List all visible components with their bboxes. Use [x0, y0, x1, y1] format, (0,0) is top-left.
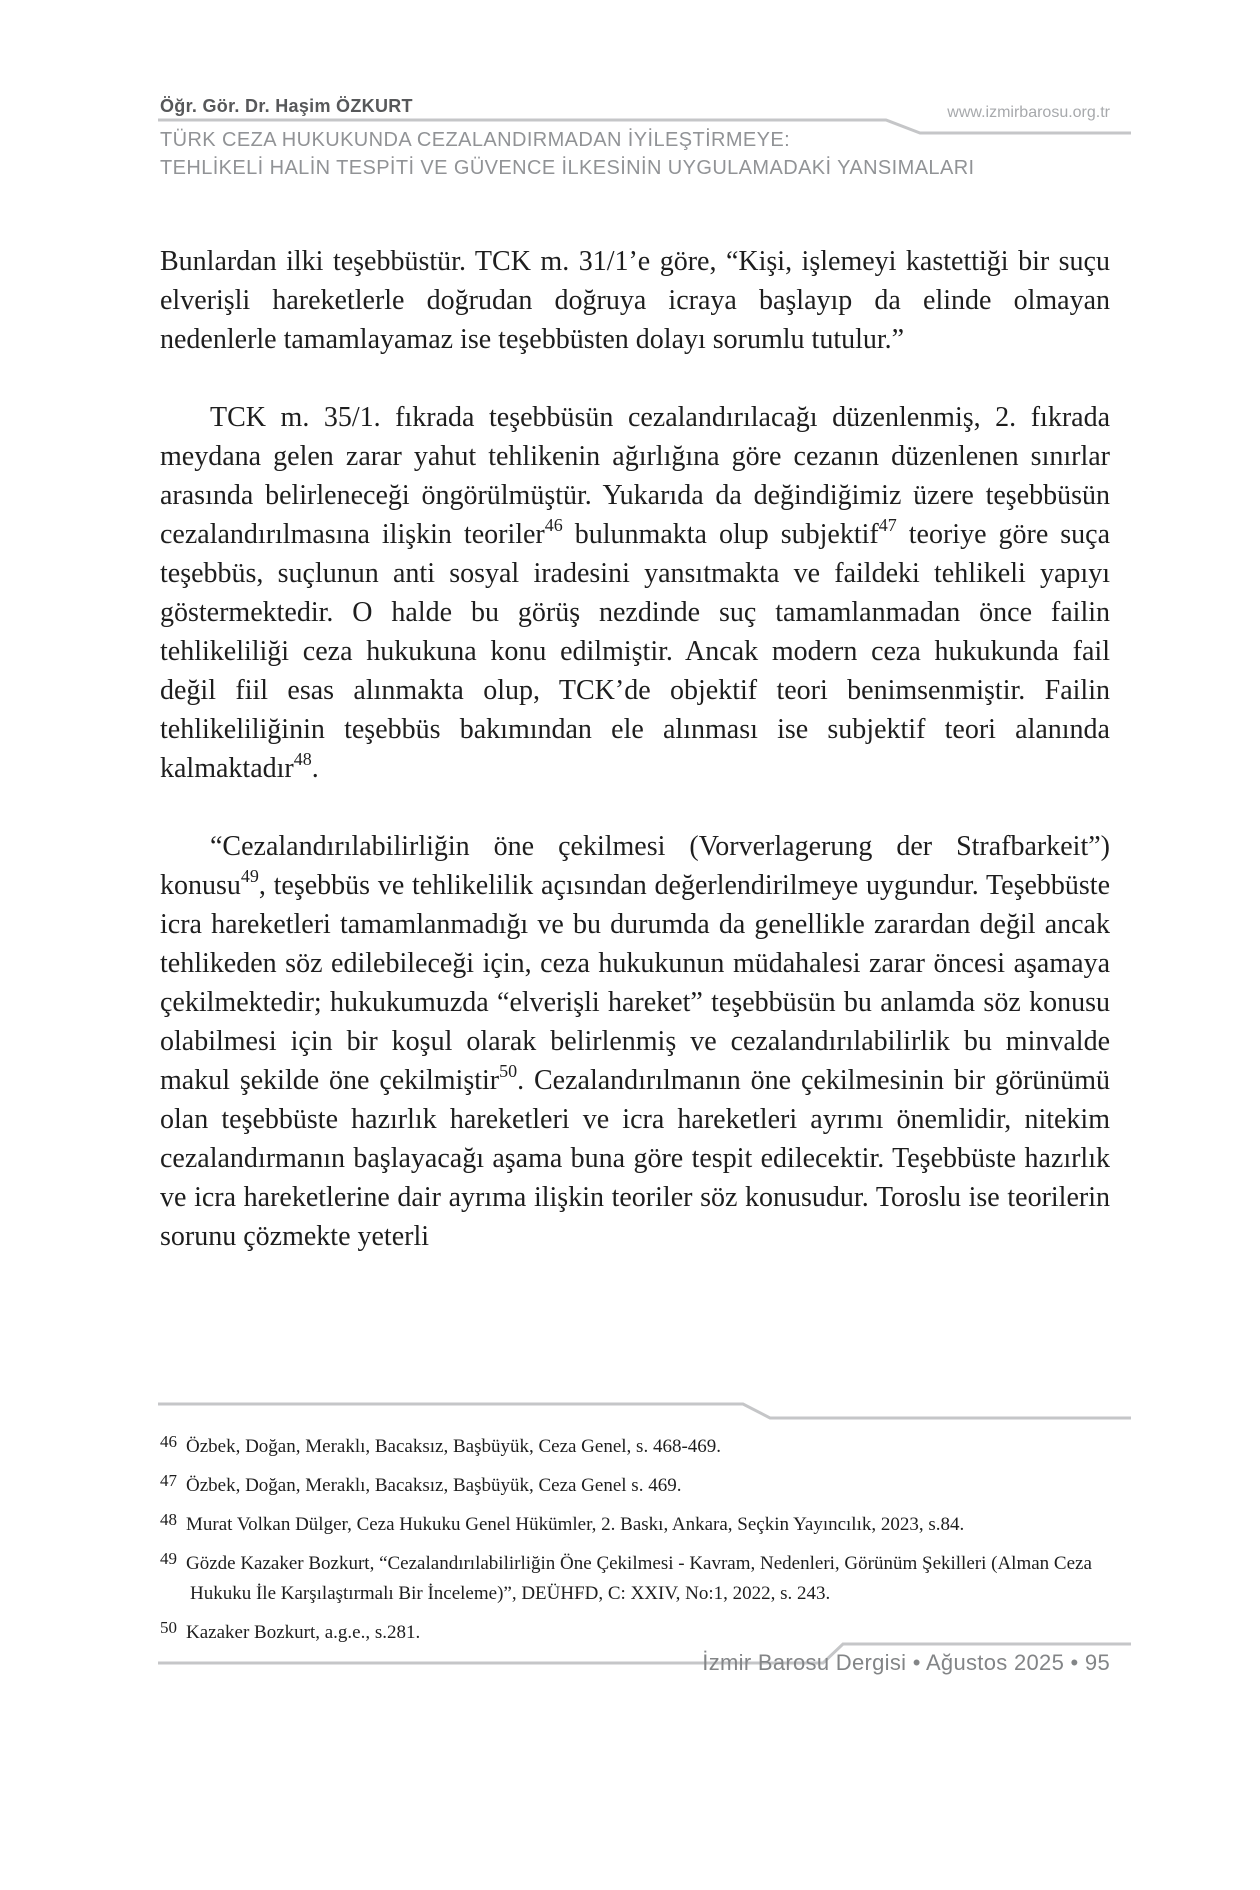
paragraph: TCK m. 35/1. fıkrada teşebbüsün cezalandırılacağı düzenlenmiş, 2. fıkrada meydana gelen zarar yahut tehlikenin ağırlığına göre cezanın düzenlenen sınırlar arasında belirleneceği öngörülmüştür. Yukarıda da değindiğimiz üzere teşebbüsün cezalandırılmasına ilişkin teoriler$^{46}$ bulunmakta olup subjektif$^{47}$ teoriye göre suça teşebbüs, suçlunun anti sosyal iradesini yansıtmakta ve faildeki tehlikeli yapıyı göstermektedir. O halde bu görüş nezdinde suç tamamlanmadan önce failin tehlikeliliği ceza hukukuna konu edilmiştir. Ancak modern ceza hukukunda fail değil fiil esas alınmakta olup, TCK’de objektif teori benimsenmiştir. Failin tehlikeliliğinin teşebbüs bakımından ele alınması ise subjektif teori alanında kalmaktadır$^{48}$. [160, 402, 1111, 784]
footnote-ref: 50 [499, 1060, 518, 1081]
footnote [160, 1432, 1110, 1462]
body-paragraphs [160, 242, 1110, 1295]
footnote [160, 1471, 1110, 1501]
footnote-number: 49 [160, 1549, 177, 1568]
footnote-ref: 49 [240, 865, 259, 886]
footnote-number: 46 [160, 1432, 177, 1451]
footnotes-divider-line [156, 1400, 1133, 1426]
paragraph: Bunlardan ilki teşebbüstür. TCK m. 31/1’e göre, “Kişi, işlemeyi kastettiği bir suçu elverişli hareketlerle doğrudan doğruya icraya başlayıp da elinde olmayan nedenlerle tamamlayamaz ise teşebbüsten dolayı sorumlu tutulur.” [160, 246, 1110, 355]
footnotes-list [160, 1432, 1110, 1657]
article-title-line1: TÜRK CEZA HUKUKUNDA CEZALANDIRMADAN İYİLEŞTİRMEYE: [160, 129, 791, 151]
footnote [160, 1549, 1110, 1609]
author-name: Öğr. Gör. Dr. Haşim ÖZKURT [160, 96, 413, 116]
article-title-line2: TEHLİKELİ HALİN TESPİTİ VE GÜVENCE İLKESİNİN UYGULAMADAKİ YANSIMALARI [160, 157, 975, 179]
footnote-ref: 46 [544, 514, 563, 535]
footnote-number: 47 [160, 1471, 177, 1490]
footnote-number: 48 [160, 1510, 177, 1529]
footnote-number: 50 [160, 1618, 177, 1637]
paragraph: “Cezalandırılabilirliğin öne çekilmesi (Vorverlagerung der Strafbarkeit”) konusu$^{49}$, teşebbüs ve tehlikelilik açısından değerlendirilmeye uygundur. Teşebbüste icra hareketleri tamamlanmadığı ve bu durumda da genellikle zarardan değil ancak tehlikeden söz edilebileceği için, ceza hukukunun müdahalesi zarar öncesi aşamaya çekilmektedir; hukukumuzda “elverişli hareket” teşebbüsün bu anlamda söz konusu olabilmesi için bir koşul olarak belirlenmiş ve cezalandırılabilirlik bu minvalde makul şekilde öne çekilmiştir$^{50}$. Cezalandırılmanın öne çekilmesinin bir görünümü olan teşebbüste hazırlık hareketleri ve icra hareketleri ayrımı önemlidir, nitekim cezalandırmanın başlayacağı aşama buna göre tespit edilecektir. Teşebbüste hazırlık ve icra hareketlerine dair ayrıma ilişkin teoriler söz konusudur. Toroslu ise teorilerin sorunu çözmekte yeterli [160, 831, 1110, 1252]
footnote-text: Murat Volkan Dülger, Ceza Hukuku Genel Hükümler, 2. Baskı, Ankara, Seçkin Yayıncılık, 2023, s.84. [186, 1514, 965, 1535]
footnote-text: Özbek, Doğan, Meraklı, Bacaksız, Başbüyük, Ceza Genel s. 469. [186, 1475, 682, 1496]
footnote-text: Gözde Kazaker Bozkurt, “Cezalandırılabilirliğin Öne Çekilmesi - Kavram, Nedenleri, Görünüm Şekilleri (Alman Ceza Hukuku İle Karşılaştırmalı Bir İnceleme)”, DEÜHFD, C: XXIV, No:1, 2022, s. 243. [186, 1553, 1092, 1604]
footnote [160, 1510, 1110, 1540]
footnote-ref: 47 [878, 514, 897, 535]
footnote-text: Özbek, Doğan, Meraklı, Bacaksız, Başbüyük, Ceza Genel, s. 468-469. [186, 1436, 722, 1457]
footer-journal-info: İzmir Barosu Dergisi • Ağustos 2025 • 95 [702, 1650, 1110, 1675]
footnote-ref: 48 [293, 748, 312, 769]
website-url: www.izmirbarosu.org.tr [947, 104, 1110, 121]
footnote-text: Kazaker Bozkurt, a.g.e., s.281. [186, 1622, 421, 1643]
